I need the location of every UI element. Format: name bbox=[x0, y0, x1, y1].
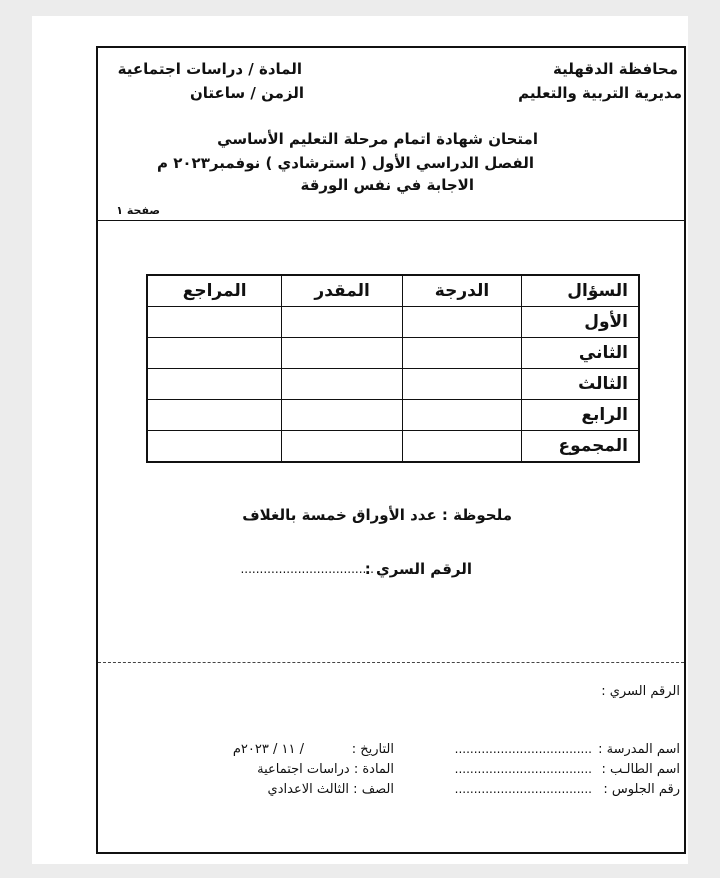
seat-number-dots: .................................... bbox=[454, 782, 592, 796]
table-cell bbox=[282, 369, 403, 400]
exam-subject: المادة : دراسات اجتماعية bbox=[257, 762, 394, 777]
table-row bbox=[147, 400, 639, 431]
table-cell bbox=[282, 431, 403, 463]
school-name-label: اسم المدرسة : bbox=[598, 742, 680, 757]
table-cell bbox=[402, 369, 521, 400]
table-cell bbox=[402, 338, 521, 369]
table-row bbox=[147, 431, 639, 463]
table-cell bbox=[402, 400, 521, 431]
row-label-third: الثالث bbox=[522, 369, 640, 400]
secret-number-dots: ................................... bbox=[240, 562, 374, 576]
header-divider bbox=[98, 220, 684, 221]
row-label-total: المجموع bbox=[522, 431, 640, 463]
exam-duration: الزمن / ساعتان bbox=[189, 84, 304, 102]
table-header-score: الدرجة bbox=[402, 275, 521, 307]
table-row bbox=[147, 307, 639, 338]
directorate-name: مديرية التربية والتعليم bbox=[518, 84, 682, 102]
secret-number-label: الرقم السري : bbox=[364, 560, 472, 578]
table-header-estimated: المقدر bbox=[282, 275, 403, 307]
table-cell bbox=[147, 369, 282, 400]
page-number: صفحة ١ bbox=[116, 204, 160, 217]
table-cell bbox=[147, 400, 282, 431]
student-name-label: اسم الطالـب : bbox=[601, 762, 680, 777]
sheets-count-note: ملحوظة : عدد الأوراق خمسة بالغلاف bbox=[242, 506, 512, 524]
subject-title: المادة / دراسات اجتماعية bbox=[117, 60, 302, 78]
table-row bbox=[147, 338, 639, 369]
table-cell bbox=[282, 338, 403, 369]
table-cell bbox=[147, 431, 282, 463]
student-grade: الصف : الثالث الاعدادي bbox=[267, 782, 394, 797]
cut-line bbox=[98, 662, 684, 663]
exam-title: امتحان شهادة اتمام مرحلة التعليم الأساسي bbox=[217, 130, 538, 148]
seat-number-label: رقم الجلوس : bbox=[603, 782, 680, 797]
exam-sheet bbox=[32, 16, 688, 864]
exam-date-label: التاريخ : bbox=[351, 742, 394, 757]
table-cell bbox=[402, 307, 521, 338]
row-label-second: الثاني bbox=[522, 338, 640, 369]
table-header-reviewer: المراجع bbox=[147, 275, 282, 307]
table-cell bbox=[147, 338, 282, 369]
table-cell bbox=[282, 307, 403, 338]
governorate-name: محافظة الدقهلية bbox=[553, 60, 678, 78]
row-label-first: الأول bbox=[522, 307, 640, 338]
school-name-dots: .................................... bbox=[454, 742, 592, 756]
table-row bbox=[147, 369, 639, 400]
table-cell bbox=[282, 400, 403, 431]
exam-date-value: / ١١ / ٢٠٢٣م bbox=[232, 742, 304, 757]
grades-table bbox=[146, 274, 640, 463]
table-cell bbox=[147, 307, 282, 338]
exam-cover-frame bbox=[96, 46, 686, 854]
exam-instruction: الاجابة في نفس الورقة bbox=[300, 176, 474, 194]
exam-term: الفصل الدراسي الأول ( استرشادي ) نوفمبر٢٠٢٣ م bbox=[157, 154, 534, 172]
table-header-question: السؤال bbox=[522, 275, 640, 307]
student-secret-number-label: الرقم السري : bbox=[601, 684, 680, 699]
grades-table-header-row bbox=[147, 275, 639, 307]
table-cell bbox=[402, 431, 521, 463]
student-name-dots: .................................... bbox=[454, 762, 592, 776]
row-label-fourth: الرابع bbox=[522, 400, 640, 431]
